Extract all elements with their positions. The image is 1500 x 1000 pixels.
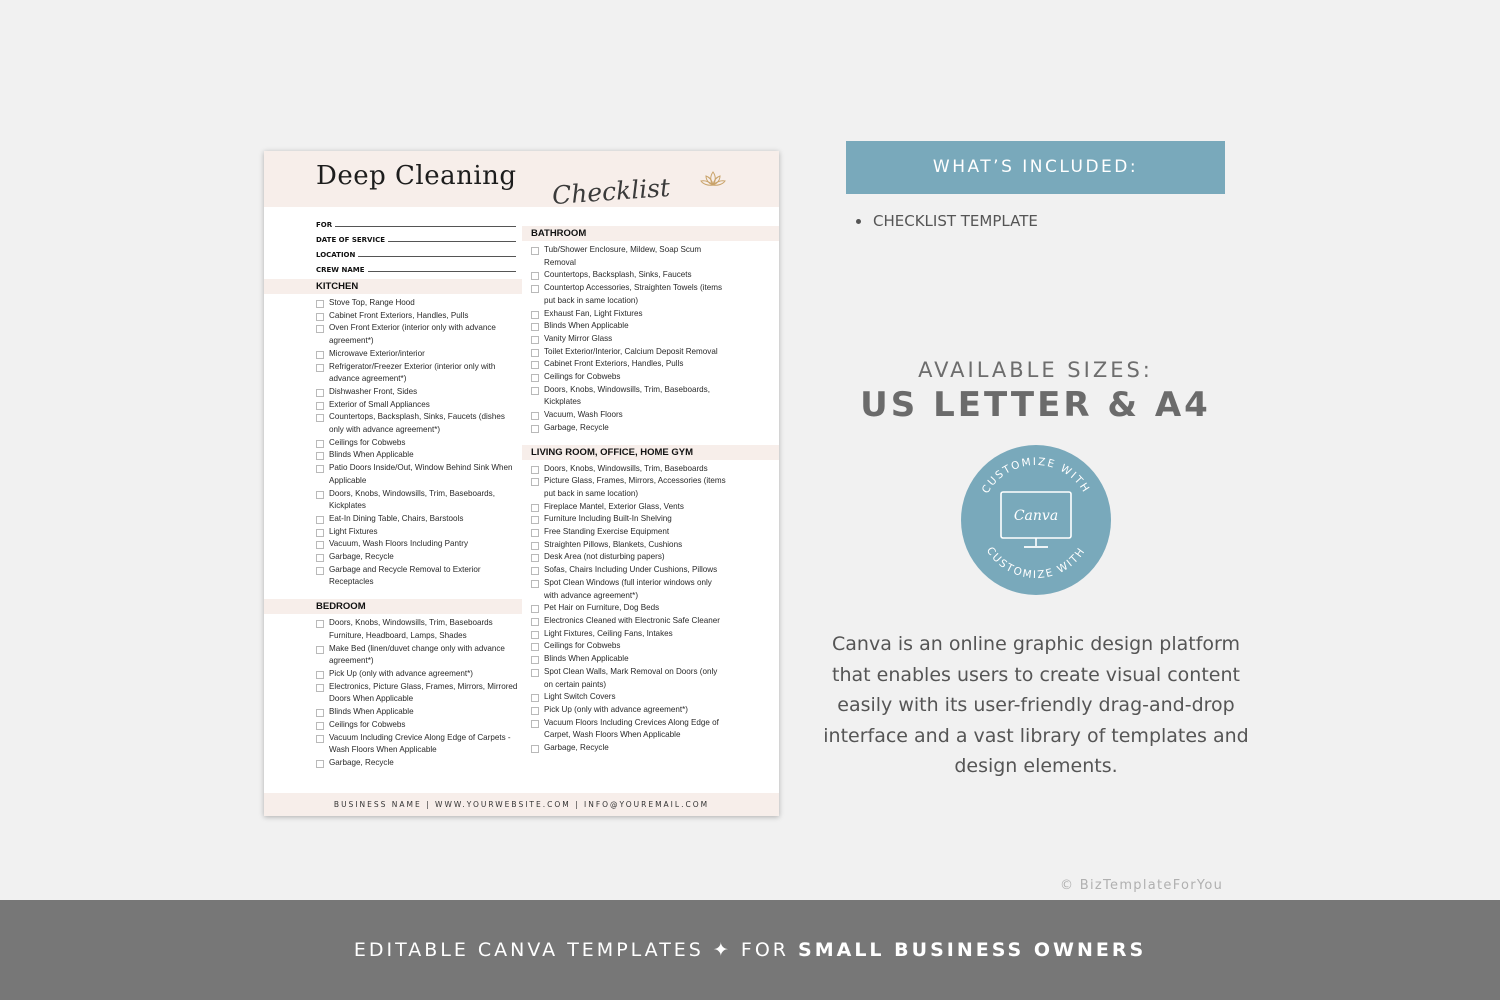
checklist-item-label: Blinds When Applicable [544,321,629,331]
checkbox[interactable] [531,694,539,702]
field-line [335,226,516,227]
checklist-item [531,704,727,717]
document-title: Deep Cleaning [316,161,517,191]
section-gap [522,435,779,445]
field-line [358,256,516,257]
checklist-item-label: Eat-In Dining Table, Chairs, Barstools [329,513,464,523]
checklist-item-label: Straighten Pillows, Blankets, Cushions [544,539,683,549]
canva-wordmark: Canva [1013,508,1059,524]
checkbox[interactable] [531,478,539,486]
checkbox[interactable] [316,516,324,524]
bullet-icon [856,219,861,224]
checklist-item-label: Pet Hair on Furniture, Dog Beds [544,603,660,613]
checklist-item [531,602,727,615]
checklist-item-label: Sofas, Chairs Including Under Cushions, Pillows [544,565,718,575]
checklist-item [531,422,727,435]
field-line [368,271,517,272]
checklist-item [316,706,518,719]
checklist-item-label: Light Fixtures, Ceiling Fans, Intakes [544,628,673,638]
checklist-item [531,320,727,333]
checklist-item-label: Desk Area (not disturbing papers) [544,552,665,562]
checklist-item-label: Fireplace Mantel, Exterior Glass, Vents [544,501,684,511]
checkbox[interactable] [316,389,324,397]
sizes-value: US LETTER & A4 [860,385,1211,425]
checkbox[interactable] [531,516,539,524]
banner-text-bold: SMALL BUSINESS OWNERS [798,939,1147,961]
checkbox[interactable] [316,541,324,549]
checklist-item [316,361,518,386]
checklist-item [316,564,518,589]
canva-description: Canva is an online graphic design platform that enables users to create visual content easily with its user-friendly drag-and-drop interface and a vast library of templates and design elements. [823,633,1249,777]
checklist-item-label: Oven Front Exterior (interior only with advance agreement*) [329,323,496,346]
document-footer: BUSINESS NAME | WWW.YOURWEBSITE.COM | INFO@YOUREMAIL.COM [264,793,779,816]
checkbox[interactable] [531,745,539,753]
checklist-item-label: Blinds When Applicable [329,707,414,717]
checkbox[interactable] [531,631,539,639]
checkbox[interactable] [531,374,539,382]
checkbox[interactable] [316,351,324,359]
checklist-item-label: Vacuum, Wash Floors Including Pantry [329,539,468,549]
banner-text-mid: FOR [740,939,789,961]
checkbox[interactable] [531,605,539,613]
checklist-item-label: Countertop Accessories, Straighten Towels (items put back in same location) [544,283,722,305]
field-label: FOR [316,221,333,229]
checklist-item [316,526,518,539]
checklist-item [316,643,518,668]
checklist-item-label: Blinds When Applicable [329,450,414,460]
section-items [264,614,522,769]
checklist-item [316,310,518,323]
checklist-item [531,539,727,552]
checklist-item-label: Blinds When Applicable [544,654,629,664]
checklist-item-label: Countertops, Backsplash, Sinks, Faucets [544,270,692,280]
checklist-item [531,282,727,307]
checkbox[interactable] [531,542,539,550]
checklist-item [531,244,727,269]
checklist-item-label: Pick Up (only with advance agreement*) [544,704,688,714]
checklist-item-label: Picture Glass, Frames, Mirrors, Accessories (items put back in same location) [544,476,726,498]
checklist-item-label: Ceilings for Cobwebs [329,719,406,729]
checklist-item-label: Light Fixtures [329,526,378,536]
checklist-item-label: Vacuum, Wash Floors [544,410,623,420]
checklist-item-label: Pick Up (only with advance agreement*) [329,668,473,678]
field-date-of-service[interactable] [316,229,516,244]
checkbox[interactable] [316,440,324,448]
field-label: CREW NAME [316,266,365,274]
checklist-item-label: Garbage, Recycle [544,422,609,432]
checkbox[interactable] [316,646,324,654]
checkbox[interactable] [531,336,539,344]
checklist-item [316,668,518,681]
checklist-item [531,653,727,666]
checklist-item [531,742,727,755]
banner-text-left: EDITABLE CANVA TEMPLATES [353,939,704,961]
checklist-item-label: Exhaust Fan, Light Fixtures [544,308,643,318]
checklist-item-label: Microwave Exterior/interior [329,348,425,358]
checklist-item [531,308,727,321]
checklist-item-label: Refrigerator/Freezer Exterior (interior only with advance agreement*) [329,361,496,384]
customize-with-canva-badge [961,445,1111,595]
checkbox[interactable] [316,452,324,460]
checklist-item [531,384,727,409]
checklist-item-label: Ceilings for Cobwebs [544,372,621,382]
checklist-item-label: Patio Doors Inside/Out, Window Behind Sink When Applicable [329,463,513,485]
checklist-document [264,151,779,816]
checklist-item [316,348,518,361]
checkbox[interactable] [316,567,324,575]
checkbox[interactable] [531,643,539,651]
checklist-item [316,732,518,757]
section-items [522,241,779,435]
checklist-item [316,411,518,436]
checkbox[interactable] [316,364,324,372]
checklist-item [531,577,727,602]
checklist-item [531,615,727,628]
checklist-item [531,640,727,653]
checkbox[interactable] [316,325,324,333]
checklist-item [316,449,518,462]
checklist-item-label: Doors, Knobs, Windowsills, Trim, Baseboards, Kickplates [329,488,495,511]
checklist-item [531,346,727,359]
lotus-icon [700,169,726,189]
checkbox[interactable] [316,722,324,730]
document-script-title: Checklist [551,172,671,211]
checkbox[interactable] [531,707,539,715]
checkbox[interactable] [531,466,539,474]
checkbox[interactable] [316,620,324,628]
section-heading: LIVING ROOM, OFFICE, HOME GYM [522,445,779,460]
checklist-item-label: Stove Top, Range Hood [329,298,415,307]
checklist-item-label: Countertops, Backsplash, Sinks, Faucets (dishes only with advance agreement*) [329,412,505,435]
checkbox[interactable] [531,247,539,255]
checklist-item [531,628,727,641]
checkbox[interactable] [531,311,539,319]
checklist-item-label: Light Switch Covers [544,692,616,702]
sparkle-icon: ✦ [712,939,732,961]
checkbox[interactable] [531,669,539,677]
checkbox[interactable] [531,412,539,420]
checklist-item [531,717,727,742]
checklist-item-label: Garbage, Recycle [329,552,394,562]
checklist-item-label: Doors, Knobs, Windowsills, Trim, Baseboards, Kickplates [544,384,710,407]
checklist-item-label: Spot Clean Windows (full interior windows only with advance agreement*) [544,577,712,600]
checkbox[interactable] [531,656,539,664]
checklist-item-label: Toilet Exterior/Interior, Calcium Deposit Removal [544,346,718,356]
checkbox[interactable] [316,709,324,717]
checklist-item [531,358,727,371]
checkbox[interactable] [316,760,324,768]
document-header [264,151,779,211]
checkbox[interactable] [531,529,539,537]
checklist-item-label: Furniture Including Built-In Shelving [544,514,672,524]
bottom-banner [0,900,1500,1000]
checkbox[interactable] [531,425,539,433]
form-fields [316,214,516,274]
checklist-item [531,691,727,704]
checklist-column-right [522,226,779,755]
checklist-item [316,719,518,732]
badge-ring-text-bottom: CUSTOMIZE WITH [983,544,1089,582]
checklist-item [316,399,518,412]
checkbox[interactable] [531,272,539,280]
checklist-item [531,409,727,422]
checkbox[interactable] [531,361,539,369]
checklist-item-label: Cabinet Front Exteriors, Handles, Pulls [329,310,469,320]
checkbox[interactable] [531,618,539,626]
checkbox[interactable] [316,414,324,422]
checkbox[interactable] [531,720,539,728]
checklist-item [531,333,727,346]
checklist-item-label: Spot Clean Walls, Mark Removal on Doors (only on certain paints) [544,666,718,689]
checkbox[interactable] [316,313,324,321]
section-heading: BATHROOM [522,226,779,241]
checklist-item [531,463,727,476]
checklist-item [316,617,518,642]
checklist-item [316,297,518,310]
checklist-item [316,488,518,513]
checklist-item-label: Garbage, Recycle [329,757,394,767]
checklist-item [316,322,518,347]
checklist-item-label: Ceilings for Cobwebs [544,641,621,651]
checklist-item [531,501,727,514]
checkbox[interactable] [316,735,324,743]
checklist-item [316,681,518,706]
checkbox[interactable] [531,323,539,331]
sizes-label: AVAILABLE SIZES: [918,358,1153,382]
checklist-item [531,475,727,500]
checkbox[interactable] [316,300,324,308]
badge-ring-text-top: CUSTOMIZE WITH [979,455,1093,496]
checklist-item [531,371,727,384]
checklist-item-label: Electronics Cleaned with Electronic Safe Cleaner [544,615,720,625]
checkbox[interactable] [531,349,539,357]
checklist-item [316,513,518,526]
checklist-item-label: Garbage, Recycle [544,743,609,753]
included-item-label: CHECKLIST TEMPLATE [873,212,1038,230]
checklist-item [531,526,727,539]
checklist-item-label: Tub/Shower Enclosure, Mildew, Soap Scum Removal [544,245,702,267]
copyright-text: © BizTemplateForYou [1060,878,1224,893]
checklist-item [531,666,727,691]
checkbox[interactable] [316,491,324,499]
checklist-item-label: Vanity Mirror Glass [544,333,613,343]
section-heading: BEDROOM [264,599,522,614]
checkbox[interactable] [531,580,539,588]
checklist-item [531,513,727,526]
checklist-item [316,757,518,770]
checklist-item-label: Vacuum Including Crevice Along Edge of Carpets - Wash Floors When Applicable [329,732,511,755]
checklist-item-label: Cabinet Front Exteriors, Handles, Pulls [544,359,684,369]
field-label: DATE OF SERVICE [316,236,386,244]
checkbox[interactable] [531,285,539,293]
checklist-item [316,538,518,551]
checklist-item-label: Doors, Knobs, Windowsills, Trim, Baseboards Furniture, Headboard, Lamps, Shades [329,618,493,640]
checklist-item-label: Exterior of Small Appliances [329,399,430,409]
checklist-item-label: Ceilings for Cobwebs [329,437,406,447]
checkbox[interactable] [316,554,324,562]
list-item [856,212,1038,230]
checklist-item-label: Make Bed (linen/duvet change only with advance agreement*) [329,643,505,666]
checklist-item [316,462,518,487]
section-heading: KITCHEN [264,279,522,294]
checkbox[interactable] [316,402,324,410]
checklist-column-left [264,279,522,770]
checklist-item-label: Doors, Knobs, Windowsills, Trim, Baseboards [544,463,708,473]
checklist-item [316,551,518,564]
field-label: LOCATION [316,251,356,259]
checklist-item-label: Dishwasher Front, Sides [329,386,418,396]
checklist-item [531,551,727,564]
whats-included-banner: WHAT’S INCLUDED: [846,141,1225,194]
checklist-item-label: Vacuum Floors Including Crevices Along Edge of Carpet, Wash Floors When Applicable [544,717,719,740]
field-location[interactable] [316,244,516,259]
field-crew-name[interactable] [316,259,516,274]
section-items [264,294,522,589]
checklist-item [316,437,518,450]
checklist-item [531,269,727,282]
checklist-item [531,564,727,577]
checklist-item-label: Electronics, Picture Glass, Frames, Mirrors, Mirrored Doors When Applicable [329,681,518,704]
field-line [388,241,516,242]
checkbox[interactable] [316,671,324,679]
section-items [522,460,779,755]
checklist-item-label: Garbage and Recycle Removal to Exterior Receptacles [329,564,481,587]
checkbox[interactable] [531,554,539,562]
checklist-item-label: Free Standing Exercise Equipment [544,527,670,537]
checkbox[interactable] [531,387,539,395]
checkbox[interactable] [316,684,324,692]
field-for[interactable] [316,214,516,229]
checkbox[interactable] [316,529,324,537]
checkbox[interactable] [316,465,324,473]
checkbox[interactable] [531,504,539,512]
section-gap [264,589,522,599]
checkbox[interactable] [531,567,539,575]
included-list [856,212,1038,230]
checklist-item [316,386,518,399]
